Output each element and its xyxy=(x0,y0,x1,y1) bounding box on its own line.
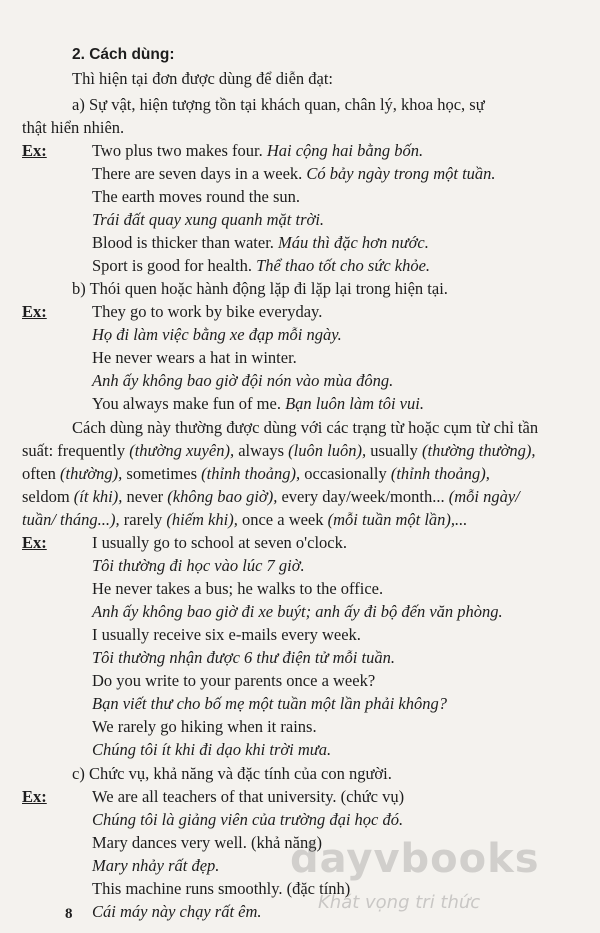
page-number: 8 xyxy=(65,906,73,922)
example-translation: Anh ấy không bao giờ đội nón vào mùa đông. xyxy=(92,371,394,390)
example-translation: Mary nhảy rất đẹp. xyxy=(92,856,220,875)
example-translation: Tôi thường đi học vào lúc 7 giờ. xyxy=(92,556,305,575)
example-line: He never wears a hat in winter. xyxy=(92,348,297,367)
example-line: I usually go to school at seven o'clock. xyxy=(92,533,348,552)
example-label: Ex: xyxy=(22,141,47,160)
example-line: We rarely go hiking when it rains. xyxy=(92,717,317,736)
watermark-logo: dayvbooks xyxy=(290,836,540,882)
example-translation: Họ đi làm việc bằng xe đạp mỗi ngày. xyxy=(92,325,342,344)
example-line: We are all teachers of that university. (chức vụ) xyxy=(92,787,405,806)
example-translation: Chúng tôi ít khi đi dạo khi trời mưa. xyxy=(92,740,332,759)
example-line: They go to work by bike everyday. xyxy=(92,302,323,321)
part-b-line1: b) Thói quen hoặc hành động lặp đi lặp lại trong hiện tại. xyxy=(72,279,448,298)
example-line: Blood is thicker than water. Máu thì đặc hơn nước. xyxy=(92,233,429,252)
example-line: There are seven days in a week. Có bảy ngày trong một tuần. xyxy=(92,164,496,183)
example-line: I usually receive six e-mails every week. xyxy=(92,625,361,644)
watermark-slogan: Khát vọng tri thức xyxy=(318,892,481,913)
example-label: Ex: xyxy=(22,533,47,552)
part-a-line2: thật hiển nhiên. xyxy=(22,118,125,137)
part-a-line1: a) Sự vật, hiện tượng tồn tại khách quan, chân lý, khoa học, sự xyxy=(72,95,485,114)
adverbs-line3: often (thường), sometimes (thỉnh thoảng), occasionally (thỉnh thoảng), xyxy=(22,464,490,483)
adverbs-line2: suất: frequently (thường xuyên), always (luôn luôn), usually (thường thường), xyxy=(22,441,536,460)
example-translation: Bạn viết thư cho bố mẹ một tuần một lần phải không? xyxy=(92,694,447,713)
example-line: The earth moves round the sun. xyxy=(92,187,301,206)
example-translation: Anh ấy không bao giờ đi xe buýt; anh ấy đi bộ đến văn phòng. xyxy=(92,602,503,621)
intro-text: Thì hiện tại đơn được dùng để diễn đạt: xyxy=(72,69,334,88)
example-line: You always make fun of me. Bạn luôn làm tôi vui. xyxy=(92,394,424,413)
example-translation: Chúng tôi là giảng viên của trường đại học đó. xyxy=(92,810,404,829)
section-title: 2. Cách dùng: xyxy=(72,46,175,63)
example-label: Ex: xyxy=(22,302,47,321)
example-line: This machine runs smoothly. (đặc tính) xyxy=(92,879,351,898)
example-translation: Cái máy này chạy rất êm. xyxy=(92,902,262,921)
adverbs-line1: Cách dùng này thường được dùng với các trạng từ hoặc cụm từ chỉ tần xyxy=(72,418,539,437)
example-line: Two plus two makes four. Hai cộng hai bằng bốn. xyxy=(92,141,424,160)
adverbs-line4: seldom (ít khi), never (không bao giờ), every day/week/month... (mỗi ngày/ xyxy=(22,487,520,506)
example-translation: Trái đất quay xung quanh mặt trời. xyxy=(92,210,325,229)
example-label: Ex: xyxy=(22,787,47,806)
adverbs-line5: tuần/ tháng...), rarely (hiếm khi), once a week (mỗi tuần một lần),... xyxy=(22,510,468,529)
example-line: He never takes a bus; he walks to the office. xyxy=(92,579,384,598)
part-c-line1: c) Chức vụ, khả năng và đặc tính của con người. xyxy=(72,764,392,783)
example-translation: Tôi thường nhận được 6 thư điện tử mỗi tuần. xyxy=(92,648,395,667)
example-line: Do you write to your parents once a week? xyxy=(92,671,376,690)
example-line: Mary dances very well. (khả năng) xyxy=(92,833,322,852)
example-line: Sport is good for health. Thể thao tốt cho sức khỏe. xyxy=(92,256,431,275)
